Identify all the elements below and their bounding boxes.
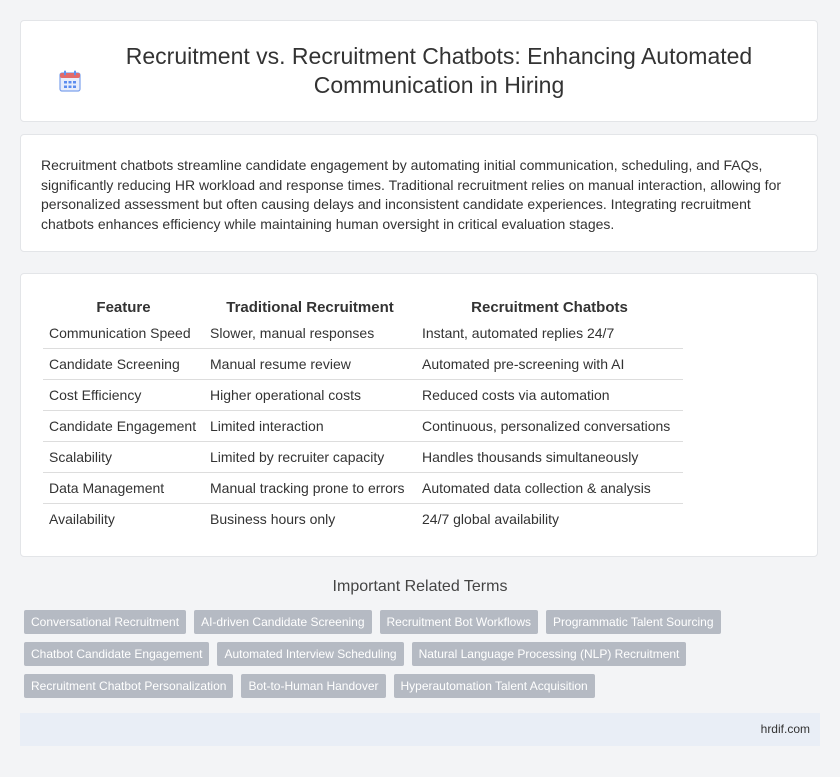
related-terms-tags	[24, 610, 814, 706]
term-tag[interactable]: Automated Interview Scheduling	[217, 642, 403, 666]
table-row	[43, 504, 683, 535]
cell-chatbots: Continuous, personalized conversations	[416, 411, 683, 442]
cell-feature: Cost Efficiency	[43, 380, 204, 411]
title-wrap	[59, 42, 779, 100]
term-tag[interactable]: Hyperautomation Talent Acquisition	[394, 674, 595, 698]
cell-feature: Scalability	[43, 442, 204, 473]
comparison-card	[20, 273, 818, 557]
term-tag[interactable]: Natural Language Processing (NLP) Recruitment	[412, 642, 687, 666]
page-title: Recruitment vs. Recruitment Chatbots: Enhancing Automated Communication in Hiring	[125, 43, 753, 98]
cell-feature: Communication Speed	[43, 318, 204, 349]
cell-traditional: Higher operational costs	[204, 380, 416, 411]
table-row	[43, 380, 683, 411]
cell-feature: Data Management	[43, 473, 204, 504]
term-tag[interactable]: Bot-to-Human Handover	[241, 674, 385, 698]
tag-row	[24, 674, 814, 698]
related-terms-title: Important Related Terms	[332, 578, 508, 595]
term-tag[interactable]: AI-driven Candidate Screening	[194, 610, 371, 634]
table-row	[43, 442, 683, 473]
cell-chatbots: Automated pre-screening with AI	[416, 349, 683, 380]
cell-chatbots: 24/7 global availability	[422, 511, 559, 527]
cell-feature: Candidate Engagement	[43, 411, 204, 442]
cell-feature: Candidate Screening	[43, 349, 204, 380]
cell-traditional: Limited interaction	[204, 411, 416, 442]
cell-traditional: Manual resume review	[204, 349, 416, 380]
header-feature: Feature	[96, 299, 151, 316]
header-chatbots: Recruitment Chatbots	[471, 299, 628, 316]
term-tag[interactable]: Chatbot Candidate Engagement	[24, 642, 209, 666]
table-header-row	[43, 296, 683, 318]
cell-chatbots: Instant, automated replies 24/7	[416, 318, 683, 349]
cell-chatbots: Reduced costs via automation	[416, 380, 683, 411]
table-row	[43, 473, 683, 504]
term-tag[interactable]: Recruitment Chatbot Personalization	[24, 674, 233, 698]
table-row	[43, 349, 683, 380]
header-traditional: Traditional Recruitment	[226, 299, 394, 316]
tag-row	[24, 610, 814, 634]
cell-traditional: Limited by recruiter capacity	[204, 442, 416, 473]
intro-text: Recruitment chatbots streamline candidate engagement by automating initial communication, scheduling, and FAQs, significantly reducing HR workload and response times. Traditional recruitment relies on manual interaction, allowing for personalized assessment but often causing delays and inconsistent candidate experiences. Integrating recruitment chatbots enhances efficiency while maintaining human oversight in critical evaluation stages.	[41, 157, 782, 232]
comparison-table	[43, 296, 683, 534]
term-tag[interactable]: Programmatic Talent Sourcing	[546, 610, 721, 634]
footer-site[interactable]: hrdif.com	[760, 722, 810, 736]
tag-row	[24, 642, 814, 666]
cell-feature: Availability	[49, 511, 115, 527]
cell-traditional: Manual tracking prone to errors	[204, 473, 416, 504]
intro-card	[20, 134, 818, 252]
calendar-icon	[59, 70, 81, 92]
table-row	[43, 318, 683, 349]
cell-chatbots: Handles thousands simultaneously	[416, 442, 683, 473]
table-row	[43, 411, 683, 442]
cell-traditional: Business hours only	[210, 511, 336, 527]
cell-traditional: Slower, manual responses	[204, 318, 416, 349]
term-tag[interactable]: Recruitment Bot Workflows	[380, 610, 539, 634]
cell-chatbots: Automated data collection & analysis	[416, 473, 683, 504]
term-tag[interactable]: Conversational Recruitment	[24, 610, 186, 634]
footer	[20, 713, 820, 746]
title-card	[20, 20, 818, 122]
